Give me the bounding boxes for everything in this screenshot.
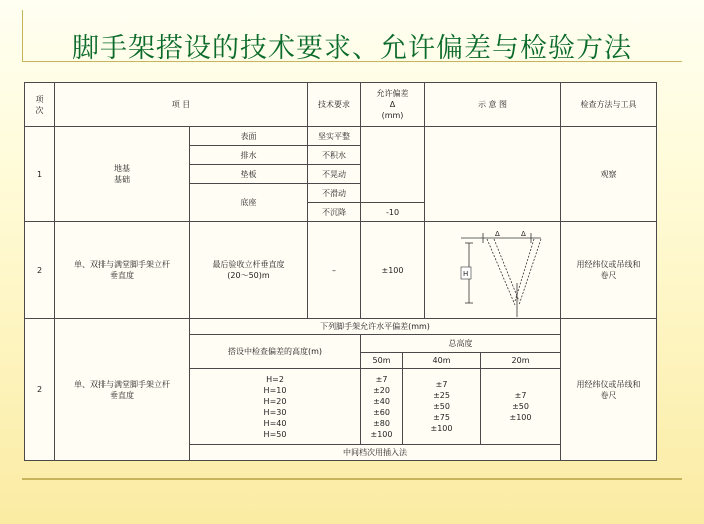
delta-label: Δ xyxy=(521,229,526,238)
delta-label: Δ xyxy=(495,229,500,238)
row3-heights: H=2 H=10 H=20 H=30 H=40 H=50 xyxy=(190,369,361,445)
header-item: 项 目 xyxy=(55,83,308,127)
row1-sub-label: 表面 xyxy=(190,127,308,146)
row3-col-40: 40m xyxy=(403,353,481,369)
header-diagram: 示 意 图 xyxy=(425,83,561,127)
row1-no: 1 xyxy=(25,127,55,222)
header-row xyxy=(25,83,657,127)
row3-height-label: 搭设中检查偏差的高度(m) xyxy=(190,335,361,369)
pole-line xyxy=(494,239,519,301)
row1-sub-req: 不沉降 xyxy=(308,203,361,222)
row1-sub-label: 底座 xyxy=(190,184,308,222)
specification-table xyxy=(24,82,657,461)
pole-line xyxy=(515,239,534,301)
row3-item: 单、双排与满堂脚手架立杆 垂直度 xyxy=(55,319,190,461)
row3-subtitle: 下列脚手架允许水平偏差(mm) xyxy=(190,319,561,335)
pole-line xyxy=(487,239,515,305)
header-tech: 技术要求 xyxy=(308,83,361,127)
row3-col-20: 20m xyxy=(481,353,561,369)
row1-method: 观察 xyxy=(561,127,657,222)
h-label: H xyxy=(463,269,469,278)
row3-values-50: ±7 ±20 ±40 ±60 ±80 ±100 xyxy=(361,369,403,445)
row3-subtitle-row xyxy=(25,319,657,335)
row1-item: 地基 基础 xyxy=(55,127,190,222)
row2-detail: 最后验收立杆垂直度 (20～50)m xyxy=(190,222,308,319)
row1-sub-label: 排水 xyxy=(190,146,308,165)
row3-values-40: ±7 ±25 ±50 ±75 ±100 xyxy=(403,369,481,445)
row3-method: 用经纬仪或吊线和 卷尺 xyxy=(561,319,657,461)
row2-diagram xyxy=(425,222,561,319)
verticality-diagram xyxy=(427,223,561,318)
header-deviation: 允许偏差 Δ (mm) xyxy=(361,83,425,127)
row3-footer: 中间档次用插入法 xyxy=(190,445,561,461)
row1-deviation: -10 xyxy=(361,203,425,222)
row3-no: 2 xyxy=(25,319,55,461)
row1-sub-req: 不晃动 xyxy=(308,165,361,184)
row1-sub-req: 不积水 xyxy=(308,146,361,165)
row1-surface xyxy=(25,127,657,146)
row2-item: 单、双排与满堂脚手架立杆 垂直度 xyxy=(55,222,190,319)
header-no: 项 次 xyxy=(25,83,55,127)
slide-title: 脚手架搭设的技术要求、允许偏差与检验方法 xyxy=(72,33,632,64)
row1-sub-req: 不滑动 xyxy=(308,184,361,203)
header-method: 检查方法与工具 xyxy=(561,83,657,127)
row2-req: – xyxy=(308,222,361,319)
row3-col-50: 50m xyxy=(361,353,403,369)
row1-diagram-empty xyxy=(425,127,561,222)
row3-total-height: 总高度 xyxy=(361,335,561,353)
row3-values-20: ±7 ±50 ±100 xyxy=(481,369,561,445)
bottom-rule xyxy=(22,478,682,480)
row2-no: 2 xyxy=(25,222,55,319)
pole-line xyxy=(519,239,541,305)
row2-method: 用经纬仪或吊线和 卷尺 xyxy=(561,222,657,319)
row1-deviation-empty xyxy=(361,127,425,203)
row1-sub-req: 坚实平整 xyxy=(308,127,361,146)
row1-sub-label: 垫板 xyxy=(190,165,308,184)
row2-deviation: ±100 xyxy=(361,222,425,319)
row2 xyxy=(25,222,657,319)
